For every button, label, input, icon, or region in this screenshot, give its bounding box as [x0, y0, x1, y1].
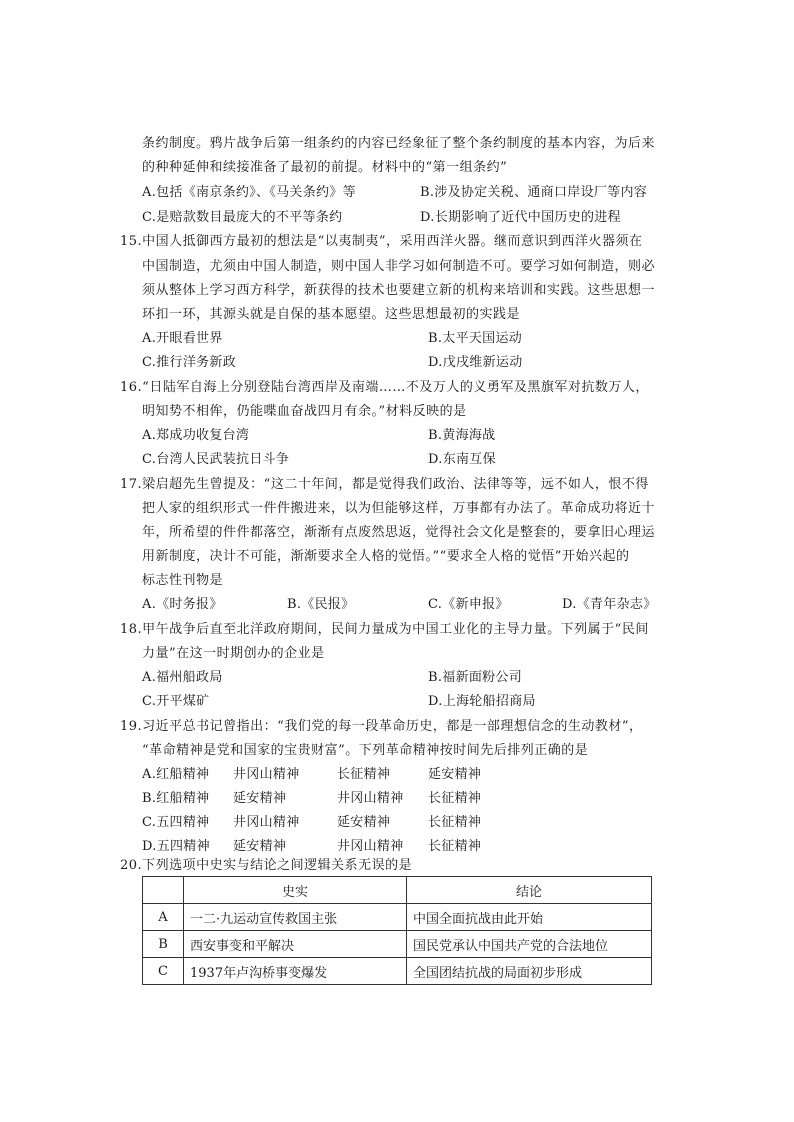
q19-option-a-4: 延安精神	[428, 767, 482, 782]
q15-line-4: 环扣一环，其源头就是自保的基本愿望。这些思想最初的实践是	[142, 307, 521, 322]
table-row	[143, 931, 652, 958]
intro-option-c: C.是赔款数目最庞大的不平等条约	[142, 210, 343, 225]
q19-option-b-3: 井冈山精神	[337, 791, 404, 806]
table-cell-fact: 一二·九运动宣传救国主张	[184, 904, 407, 931]
q17-line-3: 年，所希望的件件都落空，渐渐有点废然思返，觉得社会文化是整套的，要拿旧心理运	[142, 525, 656, 540]
q15-option-a: A.开眼看世界	[142, 331, 223, 346]
table-cell-conclusion: 中国全面抗战由此开始	[407, 904, 652, 931]
q19-option-c-4: 长征精神	[428, 815, 482, 830]
table-cell-conclusion: 国民党承认中国共产党的合法地位	[407, 931, 652, 958]
q19-option-d-3: 井冈山精神	[337, 839, 404, 854]
q16-option-d: D.东南互保	[428, 452, 496, 467]
q16-option-b: B.黄海海战	[428, 428, 496, 443]
q15-line-1: 15.中国人抵御西方最初的想法是“以夷制夷”，采用西洋火器。继而意识到西洋火器须在	[120, 234, 643, 249]
intro-line-1: 条约制度。鸦片战争后第一组条约的内容已经象征了整个条约制度的基本内容，为后来	[142, 136, 656, 151]
q19-option-d-2: 延安精神	[233, 839, 287, 854]
q16-line-2: 明知势不相侔，仍能喋血奋战四月有余。”材料反映的是	[142, 404, 467, 419]
q19-option-a-1: A.红船精神	[142, 767, 210, 782]
q15-option-b: B.太平天国运动	[428, 331, 523, 346]
q19-option-c-3: 延安精神	[337, 815, 391, 830]
q18-option-d: D.上海轮船招商局	[428, 694, 536, 709]
intro-option-d: D.长期影响了近代中国历史的进程	[420, 210, 621, 225]
q20-table	[142, 876, 652, 985]
q17-line-5: 标志性刊物是	[142, 573, 224, 588]
q18-option-a: A.福州船政局	[142, 670, 223, 685]
q15-option-d: D.戊戌维新运动	[428, 355, 523, 370]
table-row	[143, 958, 652, 985]
table-header-row	[143, 877, 652, 904]
table-header-option	[143, 877, 184, 904]
q19-option-b-1: B.红船精神	[142, 791, 210, 806]
q16-option-c: C.台湾人民武装抗日斗争	[142, 452, 290, 467]
table-cell-fact: 1937年卢沟桥事变爆发	[184, 958, 407, 985]
q18-line-2: 力量”在这一时期创办的企业是	[142, 646, 325, 661]
q17-line-4: 用新制度，决计不可能，渐渐要求全人格的觉悟。”“要求全人格的觉悟”开始兴起的	[142, 549, 630, 564]
q19-option-d-4: 长征精神	[428, 839, 482, 854]
q17-option-b: B.《民报》	[287, 597, 355, 612]
table-cell-option: C	[143, 958, 184, 985]
q19-line-2: “革命精神是党和国家的宝贵财富”。下列革命精神按时间先后排列正确的是	[142, 743, 589, 758]
q15-line-3: 须从整体上学习西方科学，新获得的技术也要建立新的机构来培训和实践。这些思想一	[142, 283, 656, 298]
q17-option-a: A.《时务报》	[142, 597, 223, 612]
q16-option-a: A.郑成功收复台湾	[142, 428, 250, 443]
q17-option-c: C.《新申报》	[428, 597, 509, 612]
q19-option-d-1: D.五四精神	[142, 839, 210, 854]
q18-option-c: C.开平煤矿	[142, 694, 210, 709]
q19-option-b-2: 延安精神	[233, 791, 287, 806]
q19-line-1: 19.习近平总书记曾指出：“我们党的每一段革命历史，都是一部理想信念的生动教材”，	[120, 719, 643, 734]
q19-option-a-2: 井冈山精神	[233, 767, 300, 782]
q17-option-d: D.《青年杂志》	[562, 597, 657, 612]
table-header-conclusion: 结论	[407, 877, 652, 904]
q19-option-c-1: C.五四精神	[142, 815, 210, 830]
q17-line-2: 把人家的组织形式一件件搬进来，以为但能够这样，万事都有办法了。革命成功将近十	[142, 501, 656, 516]
q19-option-b-4: 长征精神	[428, 791, 482, 806]
q18-option-b: B.福新面粉公司	[428, 670, 523, 685]
intro-option-b: B.涉及协定关税、通商口岸设厂等内容	[420, 185, 648, 200]
q18-line-1: 18.甲午战争后直至北洋政府期间，民间力量成为中国工业化的主导力量。下列属于“民间	[120, 622, 649, 637]
table-cell-conclusion: 全国团结抗战的局面初步形成	[407, 958, 652, 985]
table-cell-fact: 西安事变和平解决	[184, 931, 407, 958]
table-cell-option: A	[143, 904, 184, 931]
q20-stem: 20.下列选项中史实与结论之间逻辑关系无误的是	[120, 858, 413, 873]
q19-option-c-2: 井冈山精神	[233, 815, 300, 830]
intro-option-a: A.包括《南京条约》、《马关条约》等	[142, 185, 356, 200]
q15-option-c: C.推行洋务新政	[142, 355, 237, 370]
table-row	[143, 904, 652, 931]
table-header-fact: 史实	[184, 877, 407, 904]
q19-option-a-3: 长征精神	[337, 767, 391, 782]
q16-line-1: 16.“日陆军自海上分别登陆台湾西岸及南端……不及万人的义勇军及黑旗军对抗数万人，	[120, 380, 649, 395]
table-cell-option: B	[143, 931, 184, 958]
intro-line-2: 的种种延伸和续接准备了最初的前提。材料中的“第一组条约”	[142, 160, 508, 175]
q17-line-1: 17.梁启超先生曾提及：“这二十年间，都是觉得我们政治、法律等等，远不如人，恨不得	[120, 477, 649, 492]
q15-line-2: 中国制造，尤须由中国人制造，则中国人非学习如何制造不可。要学习如何制造，则必	[142, 259, 656, 274]
